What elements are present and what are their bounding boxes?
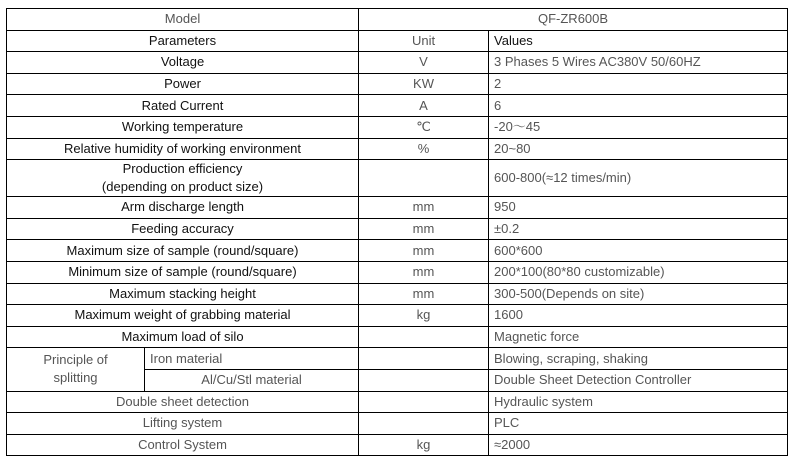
unit-cell: A bbox=[359, 95, 489, 117]
param-line: (depending on product size) bbox=[101, 179, 264, 195]
table-row bbox=[7, 326, 788, 348]
param-cell: Double sheet detection bbox=[7, 391, 359, 413]
unit-cell: KW bbox=[359, 73, 489, 95]
unit-cell: mm bbox=[359, 218, 489, 240]
unit-cell: mm bbox=[359, 283, 489, 305]
table-row bbox=[7, 283, 788, 305]
table-row bbox=[7, 218, 788, 240]
param-cell: Rated Current bbox=[7, 95, 359, 117]
header-row bbox=[7, 30, 788, 52]
param-cell: Control System bbox=[7, 434, 359, 456]
value-cell: ≈2000 bbox=[489, 434, 788, 456]
al-material-label: Al/Cu/Stl material bbox=[145, 369, 359, 391]
table-row bbox=[7, 413, 788, 435]
param-cell bbox=[7, 160, 359, 197]
value-cell: 1600 bbox=[489, 305, 788, 327]
splitting-row-iron bbox=[7, 348, 788, 370]
splitting-label bbox=[7, 348, 145, 391]
param-line: Production efficiency bbox=[122, 161, 243, 177]
param-cell: Maximum size of sample (round/square) bbox=[7, 240, 359, 262]
param-cell: Voltage bbox=[7, 52, 359, 74]
value-cell: Double Sheet Detection Controller bbox=[489, 369, 788, 391]
splitting-label-line: splitting bbox=[53, 370, 98, 386]
table-row bbox=[7, 240, 788, 262]
table-row bbox=[7, 73, 788, 95]
header-values: Values bbox=[489, 30, 788, 52]
model-label: Model bbox=[7, 9, 359, 31]
header-parameters: Parameters bbox=[7, 30, 359, 52]
unit-cell bbox=[359, 369, 489, 391]
value-cell: 200*100(80*80 customizable) bbox=[489, 261, 788, 283]
unit-cell: kg bbox=[359, 305, 489, 327]
param-cell: Feeding accuracy bbox=[7, 218, 359, 240]
value-cell: ±0.2 bbox=[489, 218, 788, 240]
unit-cell: ℃ bbox=[359, 116, 489, 138]
value-cell: 950 bbox=[489, 197, 788, 219]
table-row bbox=[7, 138, 788, 160]
unit-cell bbox=[359, 348, 489, 370]
model-row bbox=[7, 9, 788, 31]
value-cell: Hydraulic system bbox=[489, 391, 788, 413]
unit-cell: mm bbox=[359, 261, 489, 283]
unit-cell bbox=[359, 391, 489, 413]
splitting-label-line: Principle of bbox=[43, 352, 108, 368]
param-cell: Lifting system bbox=[7, 413, 359, 435]
param-cell: Minimum size of sample (round/square) bbox=[7, 261, 359, 283]
table-row bbox=[7, 52, 788, 74]
value-cell: PLC bbox=[489, 413, 788, 435]
value-cell: -20～45 bbox=[489, 116, 788, 138]
table-row bbox=[7, 95, 788, 117]
table-row bbox=[7, 391, 788, 413]
unit-cell bbox=[359, 160, 489, 197]
unit-cell: mm bbox=[359, 240, 489, 262]
table-row bbox=[7, 197, 788, 219]
param-cell: Maximum stacking height bbox=[7, 283, 359, 305]
param-cell: Maximum weight of grabbing material bbox=[7, 305, 359, 327]
param-cell: Power bbox=[7, 73, 359, 95]
value-cell: Blowing, scraping, shaking bbox=[489, 348, 788, 370]
value-cell: 300-500(Depends on site) bbox=[489, 283, 788, 305]
unit-cell bbox=[359, 326, 489, 348]
value-cell: 20~80 bbox=[489, 138, 788, 160]
value-cell: 600*600 bbox=[489, 240, 788, 262]
value-cell: 6 bbox=[489, 95, 788, 117]
value-cell: Magnetic force bbox=[489, 326, 788, 348]
table-row bbox=[7, 434, 788, 456]
value-cell: 2 bbox=[489, 73, 788, 95]
param-cell: Working temperature bbox=[7, 116, 359, 138]
table-row bbox=[7, 305, 788, 327]
spec-table bbox=[6, 8, 788, 456]
value-cell: 3 Phases 5 Wires AC380V 50/60HZ bbox=[489, 52, 788, 74]
param-cell: Relative humidity of working environment bbox=[7, 138, 359, 160]
table-row bbox=[7, 116, 788, 138]
unit-cell: V bbox=[359, 52, 489, 74]
table-row bbox=[7, 261, 788, 283]
model-value: QF-ZR600B bbox=[359, 9, 788, 31]
param-cell: Arm discharge length bbox=[7, 197, 359, 219]
iron-material-label: Iron material bbox=[145, 348, 359, 370]
value-cell: 600-800(≈12 times/min) bbox=[489, 160, 788, 197]
unit-cell: kg bbox=[359, 434, 489, 456]
param-cell: Maximum load of silo bbox=[7, 326, 359, 348]
unit-cell: % bbox=[359, 138, 489, 160]
header-unit: Unit bbox=[359, 30, 489, 52]
table-row bbox=[7, 160, 788, 197]
unit-cell: mm bbox=[359, 197, 489, 219]
unit-cell bbox=[359, 413, 489, 435]
